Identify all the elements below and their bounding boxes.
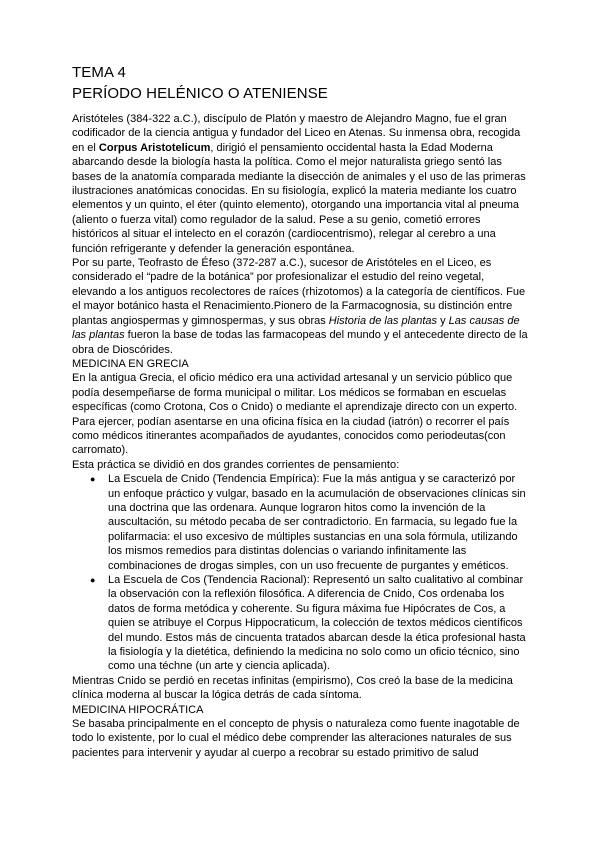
heading-medicina-en-grecia: MEDICINA EN GRECIA — [72, 357, 189, 370]
text-run: Aristóteles (384-322 a.C.), discípulo de Platón y maestro de Alejandro Magno, fue el gran codificador de la ciencia antigua y fundador del Liceo en Atenas. Su inmensa obra, recogida en el — [72, 113, 521, 154]
title-line-2: PERÍODO HELÉNICO O ATENIENSE — [72, 85, 328, 102]
document-title — [72, 62, 528, 104]
text-run-italic-historia-plantas: Historia de las plantas — [328, 314, 438, 327]
paragraph-physis: Se basaba principalmente en el concepto de physis o naturaleza como fuente inagotable de todo lo existente, por lo cual el médico debe comprender las alteraciones naturales de sus pacientes para intervenir y ayudar al cuerpo a recobrar su estado primitivo de salud — [72, 718, 520, 759]
text-run: Por su parte, Teofrasto de Éfeso (372-287 a.C.), sucesor de Aristóteles en el Liceo, es considerado el “padre de la botánica” por profesionalizar el estudio del reino vegetal, elevando a los antiguos recolectores de raíces (rhizotomos) a la categoría de científicos. Fue el mayor botánico hasta el Renacimiento.Pionero de la Farmacognosia, su distinción entre plantas angiospermas y gimnospermas, y sus obras — [72, 257, 526, 327]
text-run: , dirigió el pensamiento occidental hasta la Edad Moderna abarcando desde la biología hasta la política. Como el mejor naturalista griego sentó las bases de la anatomía comparada mediante la disección de animales y el uso de las primeras ilustraciones anatómicas conocidas. En su fisiología, explicó la materia mediante los cuatro elementos y un quinto, el éter (quinto elemento), otorgando una importancia vital al pneuma (aliento o fuerza vital) como regulador de la salud. Pese a su genio, cometió errores históricos al situar el intelecto en el corazón (cardiocentrismo), relegar al cerebro a una función refrigerante y defender la generación espontánea. — [72, 141, 526, 255]
bullet-icon: ● — [90, 575, 96, 585]
paragraph-cnido-vs-cos: Mientras Cnido se perdió en recetas infinitas (empirismo), Cos creó la base de la medicina clínica moderna al buscar la lógica detrás de cada síntoma. — [72, 674, 513, 702]
paragraph-aristoteles — [72, 112, 528, 256]
heading-medicina-hipocratica: MEDICINA HIPOCRÁTICA — [72, 703, 204, 716]
list-item-escuela-cnido — [72, 472, 528, 573]
list-item-escuela-cos — [72, 573, 528, 674]
document-body — [72, 112, 528, 760]
text-run-bold-corpus-aristotelicum: Corpus Aristotelicum — [98, 141, 211, 154]
text-run-italic-causas-plantas: Las causas de las plantas — [72, 314, 520, 342]
text-run: fueron la base de todas las farmacopeas del mundo y el antecedente directo de la obra de Dioscórides. — [72, 329, 528, 356]
paragraph-teofrasto — [72, 256, 528, 357]
title-line-1: TEMA 4 — [72, 64, 126, 81]
paragraph-medicina-grecia: En la antigua Grecia, el oficio médico era una actividad artesanal y un servicio público que podía desempeñarse de forma municipal o militar. Los médicos se formaban en escuelas específicas (como Crotona, Cos o Cnido) o mediante el aprendizaje directo con un experto. Para ejercer, podían asentarse en una oficina física en la ciudad (iatrón) o recorrer el país como médicos itinerantes acompañados de ayudantes, conocidos como periodeutas(con carromato). — [72, 372, 518, 457]
paragraph-corrientes-intro: Esta práctica se dividió en dos grandes corrientes de pensamiento: — [72, 458, 400, 471]
list-item-text: La Escuela de Cnido (Tendencia Empírica): Fue la más antigua y se caracterizó por un enfoque práctico y vulgar, basado en la acumulación de observaciones clínicas sin una doctrina que las ordenara. Aunque lograron hitos como la invención de la auscultación, su método pecaba de ser contradictorio. En farmacia, su legado fue la polifarmacia: el uso excesivo de múltiples sustancias en una sola fórmula, utilizando los mismos remedios para distintas dolencias o variando infinitamente las combinaciones de drogas simples, con un uso frecuente de purgantes y eméticos. — [108, 473, 526, 572]
bullet-icon: ● — [90, 474, 96, 485]
text-run: y — [437, 314, 449, 327]
list-item-text: La Escuela de Cos (Tendencia Racional): Representó un salto cualitativo al combinar la observación con la reflexión filosófica. A diferencia de Cnido, Cos ordenaba los datos de forma metódica y coherente. Su figura máxima fue Hipócrates de Cos, a quien se atribuye el Corpus Hippocraticum, la colección de textos médicos científicos del mundo. Estos más de cincuenta tratados abarcan desde la ética profesional hasta la fisiología y la dietética, definiendo la medicina no solo como un oficio técnico, sino como una téchne (un arte y ciencia aplicada). — [108, 574, 526, 673]
